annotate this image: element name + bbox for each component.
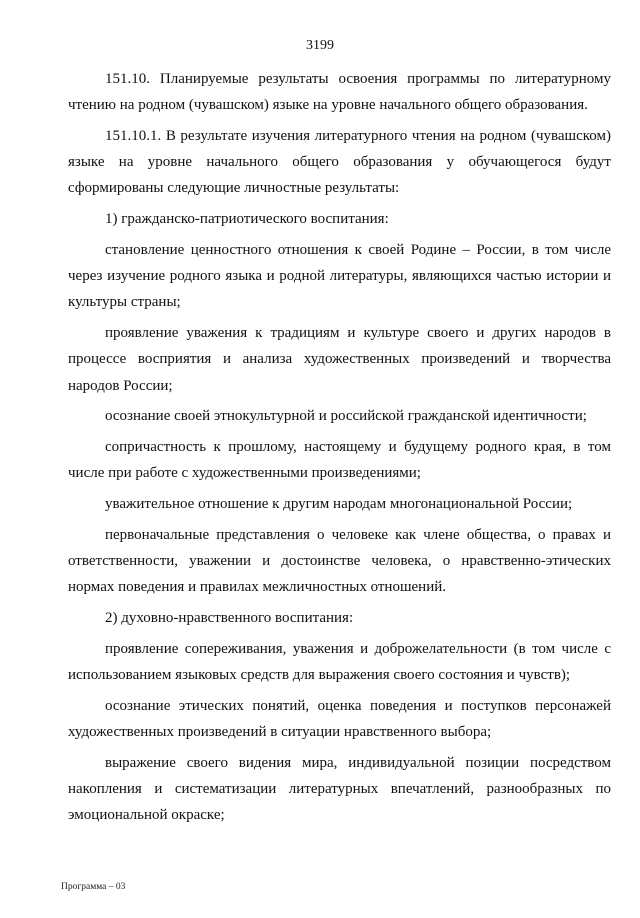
paragraph-heading: 151.10. Планируемые результаты освоения программы по литературному чтению на родном (чувашском) языке на уровне начального общего образования. [68,71,611,114]
list-item: выражение своего видения мира, индивидуальной позиции посредством накопления и систематизации литературных впечатлений, разнообразных по эмоциональной окраске; [68,755,611,824]
list-item: осознание этических понятий, оценка поведения и поступков персонажей художественных произведений в ситуации нравственного выбора; [68,698,611,741]
list-item: сопричастность к прошлому, настоящему и будущему родного края, в том числе при работе с художественными произведениями; [68,439,611,482]
list-item: первоначальные представления о человеке как члене общества, о правах и ответственности, уважении и достоинстве человека, о нравственно-этических нормах поведения и правилах межличностных отношений. [68,527,611,596]
list-item: становление ценностного отношения к своей Родине – России, в том числе через изучение родного языка и родной литературы, являющихся частью истории и культуры страны; [68,242,611,311]
page-number: 3199 [306,38,334,53]
paragraph-intro: 151.10.1. В результате изучения литературного чтения на родном (чувашском) языке на уровне начального общего образования у обучающегося будут сформированы следующие личностные результаты: [68,128,611,197]
list-item: уважительное отношение к другим народам многонациональной России; [105,496,573,513]
list-item: проявление сопереживания, уважения и доброжелательности (в том числе с использованием языковых средств для выражения своего состояния и чувств); [68,641,611,684]
section-heading-civic: 1) гражданско-патриотического воспитания: [105,211,389,228]
document-body [68,66,611,833]
list-item: проявление уважения к традициям и культуре своего и других народов в процессе восприятия и анализа художественных произведений и творчества народов России; [68,325,611,394]
section-heading-spiritual: 2) духовно-нравственного воспитания: [105,610,354,627]
list-item: осознание своей этнокультурной и российской гражданской идентичности; [105,408,587,425]
page-footer: Программа – 03 [61,882,126,892]
